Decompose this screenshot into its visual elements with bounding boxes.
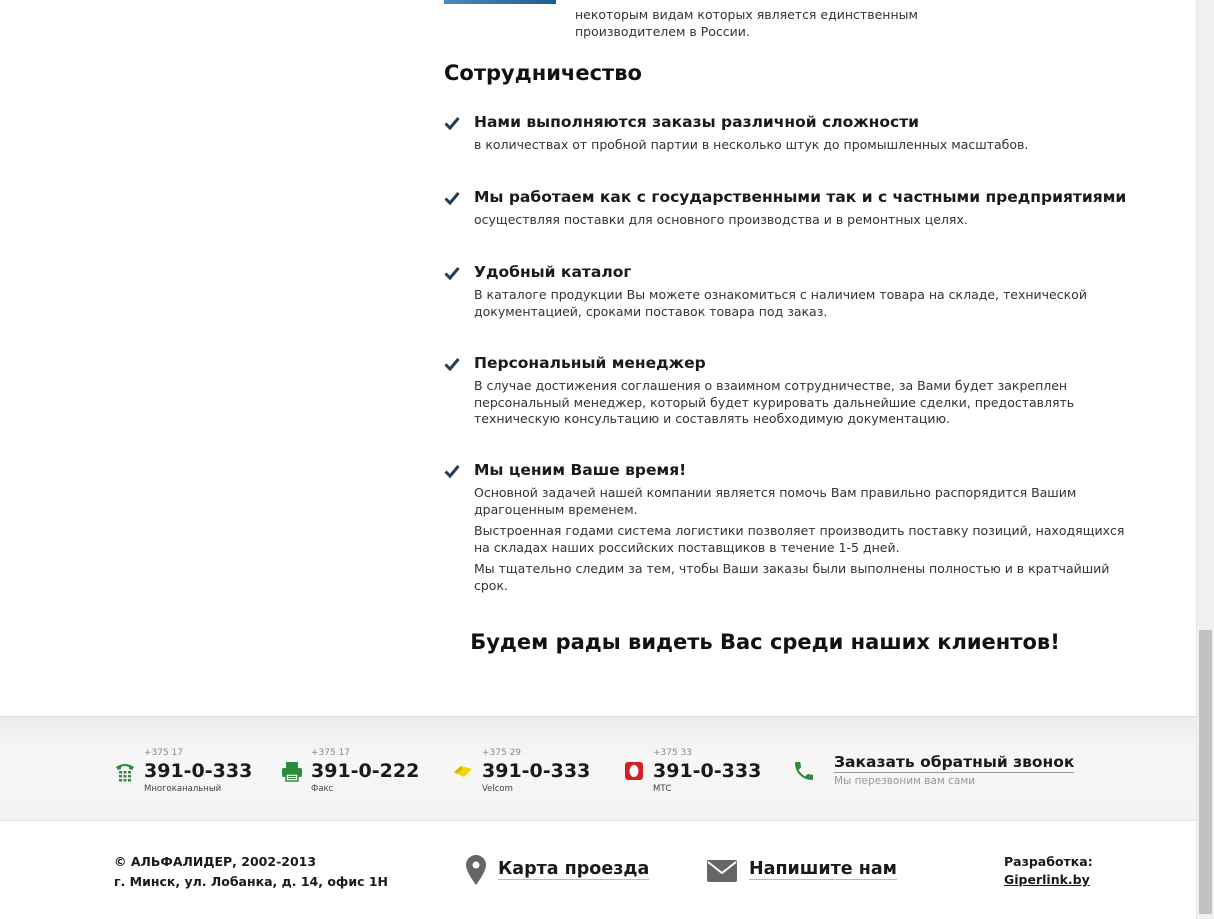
- multiline-phone-icon: [114, 760, 136, 782]
- map-pin-icon: [466, 854, 486, 886]
- feature-item: [444, 263, 1094, 323]
- callback-subtitle: Мы перезвоним вам сами: [834, 775, 976, 787]
- feature-title: Мы ценим Ваше время!: [474, 461, 687, 479]
- intro-text: [575, 6, 935, 40]
- mts-logo-icon: [623, 760, 645, 782]
- developer-credit: [1004, 853, 1093, 889]
- check-icon: [444, 356, 460, 372]
- phone-code: +375 29: [482, 748, 522, 758]
- feature-description: [474, 212, 1084, 229]
- feature-description-line: драгоценным временем.: [474, 501, 638, 517]
- write-link-block[interactable]: [707, 854, 897, 886]
- page-scrollbar[interactable]: [1196, 0, 1214, 919]
- feature-description-line: В случае достижения соглашения о взаимном сотрудничестве, за Вами будет закреплен: [474, 378, 1068, 393]
- feature-paragraph: [474, 485, 1084, 518]
- feature-title: Удобный каталог: [474, 263, 632, 281]
- feature-description-line: В каталоге продукции Вы можете ознакомиться с наличием товара на складе, технической: [474, 287, 1087, 302]
- feature-title: Персональный менеджер: [474, 354, 706, 372]
- feature-description: [474, 287, 1087, 320]
- section-title: Сотрудничество: [444, 61, 642, 85]
- intro-line: производителем в России.: [575, 24, 750, 39]
- feature-description-line: в количествах от пробной партии в несколько штук до промышленных масштабов.: [474, 137, 1029, 152]
- feature-title: Нами выполняются заказы различной сложности: [474, 113, 920, 131]
- feature-item: [444, 188, 1127, 238]
- check-icon: [444, 115, 460, 131]
- fax-icon: [281, 760, 303, 782]
- write-link[interactable]: Напишите нам: [749, 859, 897, 879]
- company-image: [444, 0, 556, 4]
- map-link[interactable]: Карта проезда: [498, 859, 650, 879]
- intro-line: некоторым видам которых является единственным: [575, 7, 918, 22]
- feature-description-line: срок.: [474, 577, 508, 593]
- feature-item: [444, 461, 1125, 601]
- callback-link[interactable]: Заказать обратный звонок: [834, 753, 1075, 771]
- feature-item: [444, 354, 1094, 434]
- check-icon: [444, 265, 460, 281]
- developer-label: Разработка:: [1004, 854, 1093, 869]
- envelope-icon: [707, 860, 737, 882]
- feature-description-line: осуществляя поставки для основного производства и в ремонтных целях.: [474, 212, 968, 227]
- feature-description: [474, 485, 1125, 599]
- phone-number: 391-0-333: [482, 760, 591, 782]
- copyright-text: © АЛЬФАЛИДЕР, 2002-2013: [114, 854, 317, 869]
- feature-description-line: Мы тщательно следим за тем, чтобы Ваши заказы были выполнены полностью и в кратчайший: [474, 561, 1110, 576]
- check-icon: [444, 190, 460, 206]
- feature-description: [474, 378, 1084, 428]
- feature-description-line: на складах наших российских поставщиков в течение 1-5 дней.: [474, 539, 900, 555]
- feature-description-line: документацией, сроками поставок товара под заказ.: [474, 303, 828, 319]
- phone-label: МТС: [653, 784, 672, 794]
- feature-paragraph: [474, 561, 1110, 594]
- phone-number: 391-0-222: [311, 760, 420, 782]
- feature-description-line: Основной задачей нашей компании является помочь Вам правильно распорядится Вашим: [474, 485, 1077, 500]
- feature-title: Мы работаем как с государственными так и с частными предприятиями: [474, 188, 1127, 206]
- feature-description: [474, 137, 1084, 154]
- phone-label: Velcom: [482, 784, 513, 794]
- check-icon: [444, 463, 460, 479]
- phone-label: Факс: [311, 784, 334, 794]
- phone-handset-icon: [792, 759, 816, 783]
- scrollbar-thumb[interactable]: [1199, 630, 1212, 914]
- developer-link[interactable]: Giperlink.by: [1004, 872, 1090, 887]
- velcom-logo-icon: [452, 760, 474, 782]
- phone-code: +375 33: [653, 748, 693, 758]
- phone-number: 391-0-333: [144, 760, 253, 782]
- phone-code: +375 17: [311, 748, 351, 758]
- phone-label: Многоканальный: [144, 784, 222, 794]
- feature-description-line: Выстроенная годами система логистики позволяет производить поставку позиций, находящихся: [474, 523, 1125, 538]
- address-text: г. Минск, ул. Лобанка, д. 14, офис 1Н: [114, 874, 389, 889]
- phone-number: 391-0-333: [653, 760, 762, 782]
- feature-item: [444, 113, 1094, 163]
- feature-description-line: техническую консультацию и составлять необходимую документацию.: [474, 411, 951, 426]
- closing-heading: Будем рады видеть Вас среди наших клиентов!: [470, 630, 1060, 654]
- footer-copyright: [114, 852, 388, 892]
- contacts-band: [0, 716, 1197, 821]
- feature-description-line: персональный менеджер, который будет курировать дальнейшие сделки, предоставлять: [474, 394, 1075, 410]
- map-link-block[interactable]: [466, 854, 650, 886]
- feature-paragraph: [474, 523, 1125, 556]
- phone-code: +375 17: [144, 748, 184, 758]
